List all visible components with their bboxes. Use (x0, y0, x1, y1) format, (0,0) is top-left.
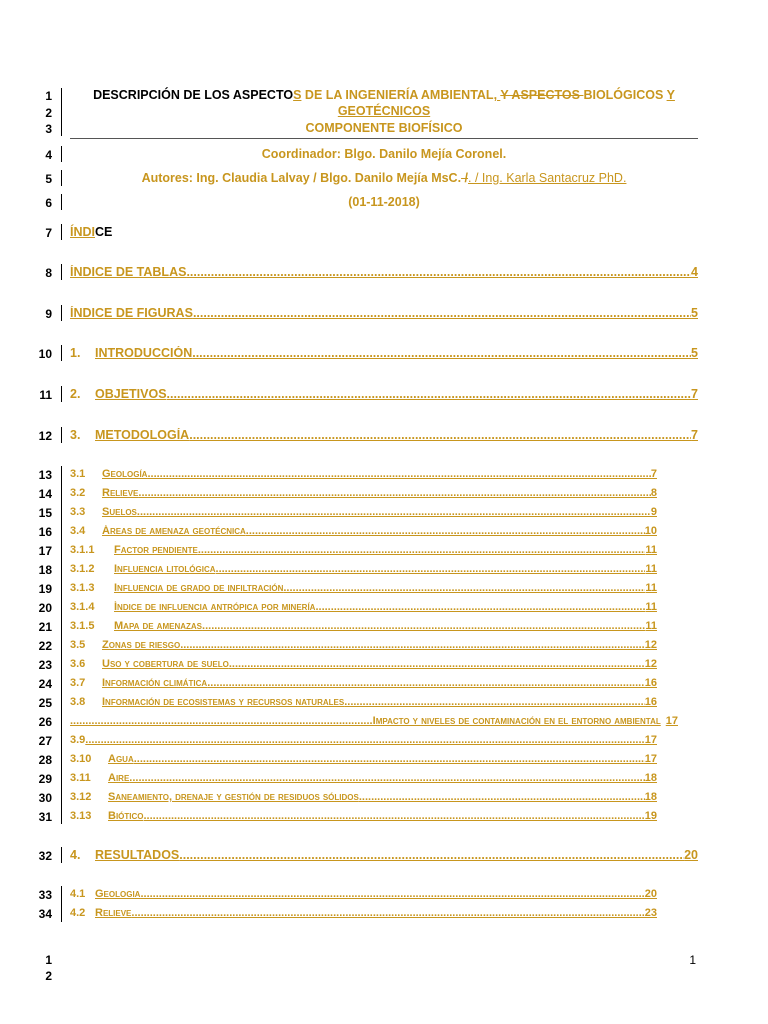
toc-entry-impacto-contaminacion[interactable] (70, 715, 678, 727)
change-bar (61, 264, 62, 280)
toc-page: 16 (644, 677, 657, 689)
toc-number: 3.12 (70, 791, 92, 803)
toc-entry-grado-infiltracion[interactable] (70, 582, 657, 594)
change-bar (61, 345, 62, 361)
line-number: 16 (38, 525, 52, 539)
toc-label: Relieve (95, 907, 132, 919)
toc-number: 3.9 (70, 734, 86, 746)
toc-number: 3.6 (70, 658, 86, 670)
toc-number: 3.10 (70, 753, 92, 765)
toc-entry-influencia-litologica[interactable] (70, 563, 657, 575)
toc-entry-biotico[interactable] (70, 810, 657, 822)
toc-page: 20 (684, 848, 698, 862)
toc-label: OBJETIVOS (95, 387, 167, 401)
toc-page: 11 (645, 563, 657, 575)
toc-number: 4.2 (70, 907, 86, 919)
footer-line-number: 2 (45, 969, 52, 983)
subtitle (70, 121, 698, 135)
toc-number: 3. (70, 428, 81, 442)
toc-number: 3.11 (70, 772, 91, 784)
line-number: 15 (38, 506, 52, 520)
index-heading-text: CE (95, 225, 113, 239)
title-insertion: GEOTÉCNICOS (337, 104, 431, 118)
toc-entry-3-9[interactable] (70, 734, 657, 746)
toc-entry-introduccion[interactable] (70, 346, 698, 360)
change-bar (61, 386, 62, 402)
toc-page: 18 (644, 772, 657, 784)
toc-label: Información de ecosistemas y recursos naturales (102, 696, 345, 708)
toc-page: 17 (644, 753, 657, 765)
toc-page: 12 (644, 658, 657, 670)
line-number: 14 (38, 487, 52, 501)
toc-entry-resultados[interactable] (70, 848, 698, 862)
change-bar (61, 194, 62, 210)
toc-number: 3.7 (70, 677, 86, 689)
toc-label: Uso y cobertura de suelo (102, 658, 229, 670)
toc-entry-ecosistemas[interactable] (70, 696, 657, 708)
authors-deletion: / (461, 171, 469, 185)
line-number: 25 (38, 696, 52, 710)
toc-entry-relieve-resultados[interactable] (70, 907, 657, 919)
toc-number: 3.4 (70, 525, 86, 537)
toc-number: 3.3 (70, 506, 86, 518)
line-number: 4 (45, 148, 52, 162)
toc-label: Mapa de amenazas (114, 620, 203, 632)
toc-entry-uso-cobertura[interactable] (70, 658, 657, 670)
toc-number: 2. (70, 387, 81, 401)
index-heading-insertion: ÍNDI (70, 225, 95, 239)
toc-entry-mapa-amenazas[interactable] (70, 620, 657, 632)
toc-page: 9 (650, 506, 657, 518)
toc-entry-relieve[interactable] (70, 487, 657, 499)
toc-page: 10 (644, 525, 657, 537)
toc-label: ÍNDICE DE TABLAS (70, 265, 187, 279)
toc-number: 1. (70, 346, 81, 360)
toc-label: Índice de influencia antrópica por minería (114, 601, 316, 613)
toc-entry-geologia-resultados[interactable] (70, 888, 657, 900)
toc-entry-index-figures[interactable] (70, 306, 698, 320)
line-number: 6 (45, 196, 52, 210)
toc-number: 3.1.4 (70, 601, 95, 613)
change-bar (61, 305, 62, 321)
toc-page: 17 (644, 734, 657, 746)
toc-label: Agua (108, 753, 134, 765)
toc-page: 12 (644, 639, 657, 651)
toc-number: 3.1.3 (70, 582, 95, 594)
toc-entry-suelos[interactable] (70, 506, 657, 518)
change-bar (61, 88, 62, 136)
toc-number: 3.8 (70, 696, 86, 708)
line-number: 1 (45, 89, 52, 103)
toc-number: 3.2 (70, 487, 86, 499)
title-insertion: S (293, 88, 302, 102)
authors-insertion: . / Ing. Karla Santacruz PhD. (468, 171, 627, 185)
line-number: 22 (38, 639, 52, 653)
title-text: DESCRIPCIÓN DE LOS ASPECTO (93, 88, 294, 102)
toc-entry-metodologia[interactable] (70, 428, 698, 442)
toc-entry-areas-amenaza[interactable] (70, 525, 657, 537)
authors (70, 171, 698, 185)
title-line-2 (70, 104, 698, 118)
toc-number: 3.1.1 (70, 544, 95, 556)
toc-number: 3.5 (70, 639, 86, 651)
toc-page: 4 (691, 265, 698, 279)
title-text-tracked: DE LA INGENIERÍA AMBIENTAL (301, 88, 494, 102)
toc-page: 20 (644, 888, 657, 900)
toc-entry-saneamiento[interactable] (70, 791, 657, 803)
toc-number: 3.1.2 (70, 563, 95, 575)
title-text-tracked: BIOLÓGICOS (583, 88, 667, 102)
toc-label: Impacto y niveles de contaminación en el entorno ambiental (372, 715, 661, 727)
line-number: 20 (38, 601, 52, 615)
line-number: 9 (45, 307, 52, 321)
toc-page: 7 (691, 387, 698, 401)
toc-page: 5 (691, 306, 698, 320)
toc-entry-objetivos[interactable] (70, 387, 698, 401)
toc-page: 11 (645, 544, 657, 556)
toc-label: Biótico (108, 810, 144, 822)
toc-entry-geologia[interactable] (70, 468, 657, 480)
toc-page: 7 (691, 428, 698, 442)
toc-number: 3.1.5 (70, 620, 95, 632)
toc-label: Influencia litológica (114, 563, 216, 575)
toc-number: 3.1 (70, 468, 86, 480)
toc-number: 4. (70, 848, 81, 862)
toc-page: 11 (645, 620, 657, 632)
line-number: 8 (45, 266, 52, 280)
toc-label: RESULTADOS (95, 848, 180, 862)
page-number: 1 (689, 953, 696, 967)
date: (01-11-2018) (348, 195, 420, 209)
toc-label: Áreas de amenaza geotécnica (102, 525, 246, 537)
toc-label: INTRODUCCIÓN (95, 346, 193, 360)
line-number: 2 (45, 106, 52, 120)
toc-page: 17 (665, 715, 678, 727)
toc-entry-zonas-riesgo[interactable] (70, 639, 657, 651)
change-bar (61, 146, 62, 162)
toc-label: Aire (108, 772, 130, 784)
line-number: 28 (38, 753, 52, 767)
line-number: 29 (38, 772, 52, 786)
toc-label: Influencia de grado de infiltración (114, 582, 284, 594)
change-bar (61, 886, 62, 922)
change-bar (61, 427, 62, 443)
toc-entry-factor-pendiente[interactable] (70, 544, 657, 556)
toc-label: ÍNDICE DE FIGURAS (70, 306, 193, 320)
footer-line-number: 1 (45, 953, 52, 967)
toc-page: 18 (644, 791, 657, 803)
toc-label: Relieve (102, 487, 139, 499)
toc-entry-index-tables[interactable] (70, 265, 698, 279)
title-insertion: , (493, 88, 501, 102)
line-number: 32 (38, 849, 52, 863)
toc-entry-informacion-climatica[interactable] (70, 677, 657, 689)
toc-entry-agua[interactable] (70, 753, 657, 765)
toc-label: Zonas de riesgo (102, 639, 181, 651)
toc-label: METODOLOGÍA (95, 428, 190, 442)
toc-page: 8 (650, 487, 657, 499)
toc-label: Geologia (95, 888, 141, 900)
toc-label: Geología (102, 468, 148, 480)
index-heading (70, 225, 698, 239)
line-number: 12 (38, 429, 52, 443)
line-number: 33 (38, 888, 52, 902)
toc-label: Información climática (102, 677, 208, 689)
toc-number: 3.13 (70, 810, 92, 822)
authors-text: Autores: Ing. Claudia Lalvay / Blgo. Danilo Mejía MsC. (141, 171, 462, 185)
toc-label: Factor pendiente (114, 544, 198, 556)
toc-page: 5 (691, 346, 698, 360)
line-number: 30 (38, 791, 52, 805)
line-number: 10 (38, 347, 52, 361)
title-deletion: Y ASPECTOS (500, 88, 584, 102)
line-number: 3 (45, 122, 52, 136)
title-insertion: Y (666, 88, 675, 102)
toc-number: 4.1 (70, 888, 86, 900)
line-number: 18 (38, 563, 52, 577)
line-number: 24 (38, 677, 52, 691)
line-number: 27 (38, 734, 52, 748)
change-bar (61, 170, 62, 186)
line-number: 13 (38, 468, 52, 482)
line-number: 34 (38, 907, 52, 921)
toc-entry-influencia-antropica[interactable] (70, 601, 657, 613)
change-bar (61, 466, 62, 824)
line-number: 5 (45, 172, 52, 186)
line-number: 7 (45, 226, 52, 240)
toc-page: 19 (644, 810, 657, 822)
toc-page: 11 (645, 601, 657, 613)
line-number: 26 (38, 715, 52, 729)
line-number: 17 (38, 544, 52, 558)
coordinator: Coordinador: Blgo. Danilo Mejía Coronel. (261, 147, 507, 161)
toc-page: 16 (644, 696, 657, 708)
change-bar (61, 847, 62, 863)
line-number: 23 (38, 658, 52, 672)
line-number: 19 (38, 582, 52, 596)
line-number: 21 (38, 620, 52, 634)
toc-page: 7 (650, 468, 657, 480)
toc-label: Suelos (102, 506, 137, 518)
change-bar (61, 224, 62, 240)
line-number: 11 (39, 388, 52, 402)
toc-page: 11 (645, 582, 657, 594)
toc-page: 23 (644, 907, 657, 919)
subtitle-text: COMPONENTE BIOFÍSICO (305, 121, 463, 135)
toc-entry-aire[interactable] (70, 772, 657, 784)
toc-label: Saneamiento, drenaje y gestión de residuos sólidos (108, 791, 359, 803)
document-title (70, 88, 698, 102)
line-number: 31 (38, 810, 52, 824)
title-divider (70, 138, 698, 139)
